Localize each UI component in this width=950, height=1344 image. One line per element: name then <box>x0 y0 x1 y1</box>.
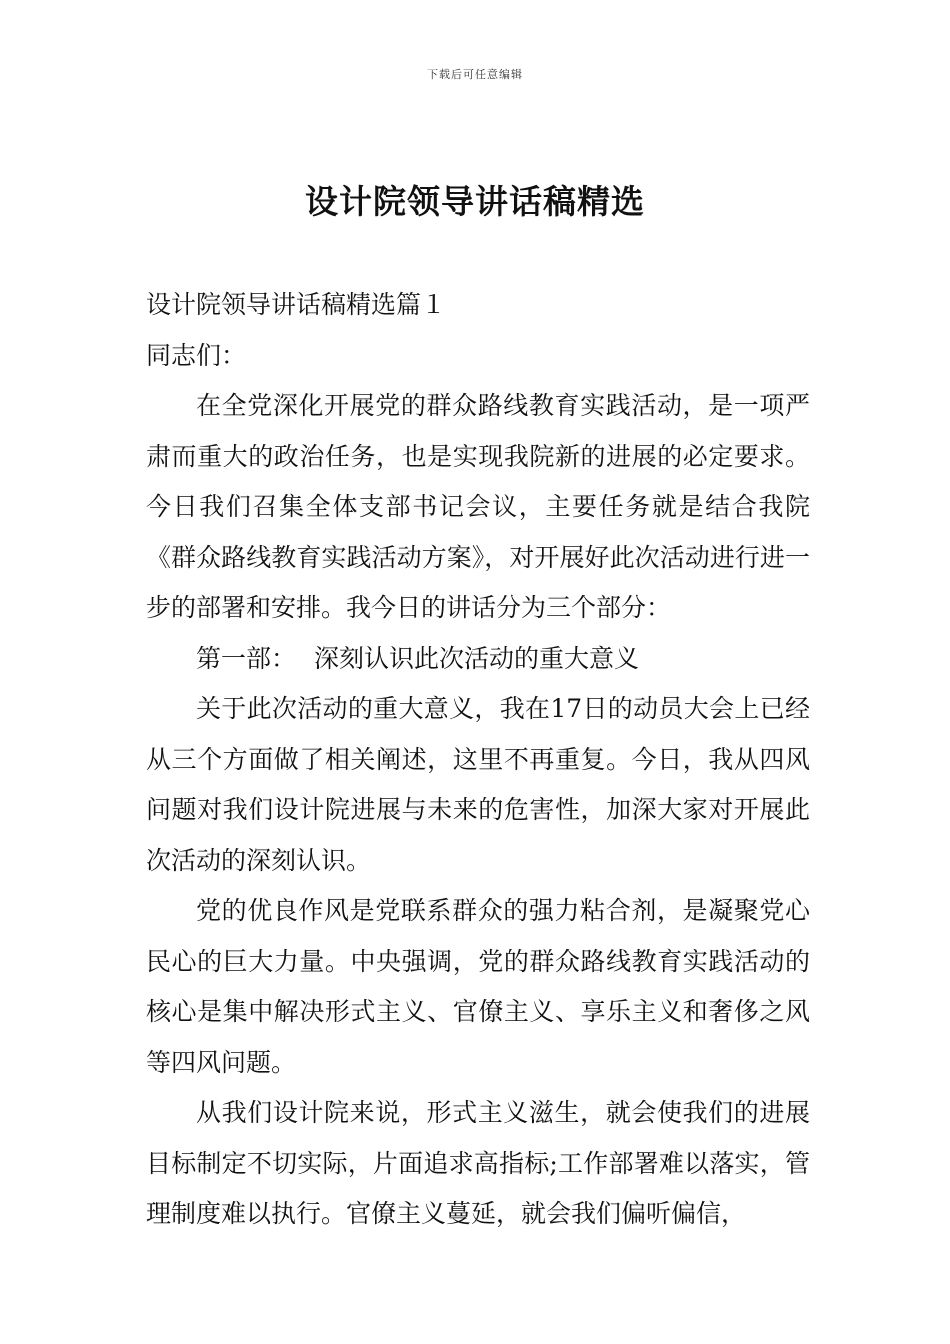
section-heading-label: 第一部： <box>196 643 297 673</box>
section-heading <box>146 634 810 685</box>
paragraph-4: 从我们设计院来说，形式主义滋生，就会使我们的进展目标制定不切实际，片面追求高指标;工作部署难以落实，管理制度难以执行。官僚主义蔓延，就会我们偏听偏信， <box>146 1098 810 1228</box>
paragraph-3: 党的优良作风是党联系群众的强力粘合剂，是凝聚党心民心的巨大力量。中央强调，党的群众路线教育实践活动的核心是集中解决形式主义、官僚主义、享乐主义和奢侈之风等四风问题。 <box>146 896 810 1077</box>
paragraph-1: 在全党深化开展党的群众路线教育实践活动，是一项严肃而重大的政治任务，也是实现我院新的进展的必定要求。今日我们召集全体支部书记会议，主要任务就是结合我院《群众路线教育实践活动方案》，对开展好此次活动进行进一步的部署和安排。我今日的讲话分为三个部分： <box>146 391 810 622</box>
document-title: 设计院领导讲话稿精选 <box>305 182 645 221</box>
section-heading-text: 深刻认识此次活动的重大意义 <box>314 643 640 673</box>
document-body <box>146 280 810 1240</box>
paragraph-2: 关于此次活动的重大意义，我在17日的动员大会上已经从三个方面做了相关阐述，这里不再重复。今日，我从四风问题对我们设计院进展与未来的危害性，加深大家对开展此次活动的深刻认识。 <box>146 694 810 875</box>
salutation: 同志们： <box>146 340 247 370</box>
document-subtitle: 设计院领导讲话稿精选篇１ <box>146 290 447 319</box>
header-note: 下载后可任意编辑 <box>427 68 523 81</box>
